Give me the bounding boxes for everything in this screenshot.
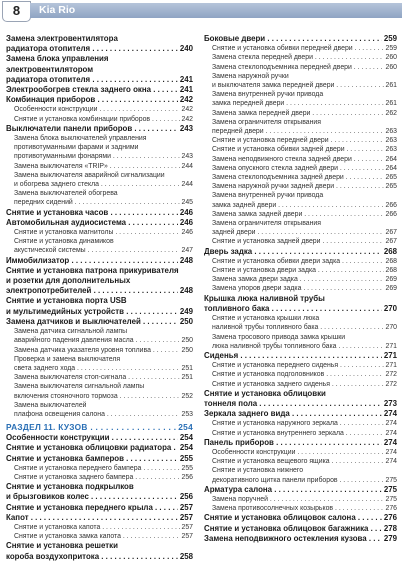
toc-subentry [204,275,397,284]
entry-text: электропотребителей . . . [6,286,193,296]
toc-subentry [204,164,397,173]
entry-text: Снятие и установка переднего крыла . . . [6,503,193,513]
entry-text: Снятие и установка подголовников . . . [212,370,397,379]
toc-entry [6,266,193,297]
entry-text: акустической системы . . . [14,246,193,255]
entry-text: Особенности конструкции . . . [212,448,397,457]
entry-text: и выключателя замка передней двери . . . [212,81,397,90]
page-ref: 273 [383,398,397,408]
page-ref: 256 [179,492,193,502]
entry-text: противотуманными фарами и задними [14,144,139,152]
entry-text: Замена датчика сигнальной лампы [14,328,128,336]
toc-subentry [204,90,397,108]
entry-text: Зеркала заднего вида . . . [204,409,397,419]
toc-subentry [204,182,397,191]
entry-text: Снятие и установка комбинации приборов . . . [14,115,193,124]
entry-text: Снятие и установка вещевого ящика . . . [212,457,397,466]
toc-subentry [204,191,397,209]
entry-text: Замена стекла передней двери . . . [212,53,397,62]
entry-text: Снятие и установка переднего бампера . . . [14,464,193,473]
entry-text: Замена выключателя стоп-сигнала . . . [14,373,193,382]
entry-text: передних сидений . . . [14,198,193,207]
entry-text: Замена тросового привода замка крышки [212,333,346,341]
page-ref: 260 [385,63,397,71]
toc-subentry [6,327,193,345]
page-ref: 242 [181,115,193,123]
page-ref: 254 [179,443,193,453]
entry-text: электровентилятором [6,64,94,74]
entry-text: Снятие и установка обивки передней двери . . . [212,44,397,53]
toc-subentry [204,257,397,266]
entry-text: и обогрева заднего стекла . . . [14,180,193,189]
entry-text: топливного бака . . . [204,304,397,314]
page-ref: 264 [385,155,397,163]
entry-text: Замена стеклоподъемника задней двери . . . [212,173,397,182]
entry-text: Замена выключателей [14,401,87,409]
page-ref: 246 [181,229,193,237]
toc-entry [6,95,193,105]
page-ref: 241 [179,85,193,95]
page-ref: 250 [179,316,193,326]
entry-text: Снятие и установка облицовок багажника . . . [204,524,397,534]
toc-subentry [204,419,397,428]
page-ref: 268 [385,257,397,265]
page-ref: 265 [385,174,397,182]
toc-subentry [6,373,193,382]
toc-subentry [6,464,193,473]
toc-subentry [204,237,397,246]
toc-entry [6,541,193,561]
page-ref: 274 [385,448,397,456]
entry-text: люка наливной трубы топливного бака . . . [212,342,397,351]
toc-subentry [204,466,397,484]
entry-text: тоннеля пола . . . [204,399,397,409]
toc-entry [6,443,193,453]
toc-entry [204,247,397,257]
toc-subentry [204,109,397,118]
page-ref: 254 [178,422,193,433]
toc-subentry [6,401,193,419]
page-ref: 274 [383,409,397,419]
toc-subentry [204,448,397,457]
entry-text: Арматура салона . . . [204,485,397,495]
entry-text: Капот . . . [6,513,193,523]
toc-subentry [204,495,397,504]
toc-left-column [6,34,193,562]
page-ref: 263 [385,146,397,154]
toc-subentry [6,532,193,541]
entry-text: РАЗДЕЛ 11. КУЗОВ . . . [6,421,193,433]
page-ref: 267 [385,238,397,246]
page-ref: 266 [385,210,397,218]
entry-text: Сиденья . . . [204,351,397,361]
entry-text: Снятие и установка облицовок салона . . . [204,513,397,523]
toc-entry [6,296,193,316]
toc-subentry [204,145,397,154]
page-ref: 272 [385,371,397,379]
entry-text: Снятие и установка заднего бампера . . . [14,473,193,482]
page-ref: 274 [385,458,397,466]
entry-text: Снятие и установка динамиков [14,238,114,246]
entry-text: Замена противосолнечных козырьков . . . [212,504,397,513]
toc-subentry [204,333,397,351]
toc-entry [6,54,193,85]
page-ref: 246 [179,217,193,227]
entry-text: и мультимедийных устройств . . . [6,307,193,317]
entry-text: передней двери . . . [212,127,397,136]
page-ref: 267 [385,229,397,237]
entry-text: Крышка люка наливной трубы [204,293,325,303]
toc-subentry [204,136,397,145]
page-ref: 274 [385,429,397,437]
entry-text: радиатора отопителя . . . [6,44,193,54]
page-ref: 271 [385,342,397,350]
entry-text: задней двери . . . [212,228,397,237]
entry-text: Снятие и установка наружного зеркала . . . [212,419,397,428]
entry-text: Снятие и установка решетки [6,541,118,551]
page-ref: 240 [179,44,193,54]
toc-entry [204,534,397,544]
entry-text: наливной трубы топливного бака . . . [212,323,397,332]
page-ref: 245 [181,199,193,207]
page-ref: 249 [179,306,193,316]
entry-text: Комбинация приборов . . . [6,95,193,105]
page-ref: 275 [383,484,397,494]
entry-text: Замена выключателя «TRIP» . . . [14,162,193,171]
toc-entry [6,482,193,502]
page-ref: 257 [179,502,193,512]
entry-text: короба воздухопритока . . . [6,552,193,562]
toc-subentry [204,53,397,62]
entry-text: Снятие и установка передней двери . . . [212,136,397,145]
entry-text: плафона освещения салона . . . [14,410,193,419]
page-ref: 269 [385,285,397,293]
toc-subentry [204,361,397,370]
toc-subentry [204,72,397,90]
page-ref: 242 [181,106,193,114]
toc-subentry [204,63,397,72]
toc-subentry [204,219,397,237]
page-ref: 251 [181,364,193,372]
toc-subentry [6,105,193,114]
entry-text: Замена выключателя сигнальной лампы [14,383,145,391]
page-ref: 271 [383,350,397,360]
entry-text: Снятие и установка обивки задней двери . . . [212,145,397,154]
page-ref: 263 [385,128,397,136]
page-ref: 274 [383,437,397,447]
entry-text: Выключатели панели приборов . . . [6,124,193,134]
page-ref: 274 [385,420,397,428]
entry-text: Снятие и установка бамперов . . . [6,454,193,464]
toc-subentry [6,162,193,171]
entry-text: Снятие и установка часов . . . [6,208,193,218]
toc-entry [204,351,397,361]
section-heading [6,421,193,433]
toc-subentry [6,134,193,162]
entry-text: Замена выключателей обогрева [14,190,118,198]
entry-text: Замена ограничителя открывания [212,118,322,126]
entry-text: Замена внутренней ручки привода [212,192,324,200]
page-number: 8 [2,1,31,22]
toc-entry [6,317,193,327]
entry-text: Замена датчиков и выключателей . . . [6,317,193,327]
toc-subentry [6,346,193,355]
entry-text: Снятие и установка задней двери . . . [212,237,397,246]
toc-subentry [6,189,193,207]
toc-entry [6,454,193,464]
entry-text: Снятие и установка патрона прикуривателя [6,265,179,275]
page-ref: 268 [385,267,397,275]
entry-text: Снятие и установка нижнего [212,467,304,475]
entry-text: декоративного щитка панели приборов . . . [212,476,397,485]
entry-text: радиатора отопителя . . . [6,75,193,85]
entry-text: Дверь задка . . . [204,247,397,257]
page-ref: 247 [181,247,193,255]
page-ref: 272 [385,380,397,388]
page-ref: 258 [179,551,193,561]
page-ref: 259 [385,45,397,53]
toc-entry [6,34,193,54]
page-ref: 252 [181,392,193,400]
entry-text: Замена неподвижного стекла задней двери . . . [212,155,397,164]
toc-subentry [204,118,397,136]
page-ref: 242 [179,95,193,105]
toc-subentry [204,370,397,379]
toc-subentry [6,115,193,124]
page-ref: 271 [385,362,397,370]
toc-subentry [6,171,193,189]
entry-text: Замена электровентилятора [6,34,118,43]
page-ref: 255 [179,453,193,463]
entry-text: Замена замка задней двери . . . [212,210,397,219]
page-ref: 261 [385,82,397,90]
toc-entry [6,513,193,523]
toc-entry [6,433,193,443]
toc-subentry [204,504,397,513]
entry-text: и розетки для дополнительных [6,276,131,286]
toc-subentry [204,44,397,53]
toc-subentry [204,429,397,438]
entry-text: Иммобилизатор . . . [6,256,193,266]
page-ref: 246 [179,207,193,217]
toc-subentry [6,382,193,400]
toc-entry [204,513,397,523]
toc-subentry [204,457,397,466]
toc-entry [6,503,193,513]
toc-subentry [6,355,193,373]
toc-subentry [6,473,193,482]
toc-entry [204,524,397,534]
entry-text: Снятие и установка внутреннего зеркала . . . [212,429,397,438]
toc-right-column [204,34,397,544]
entry-text: Снятие и установка облицовки радиатора . . . [6,443,193,453]
toc-subentry [204,210,397,219]
page-ref: 268 [383,246,397,256]
entry-text: Особенности конструкции . . . [6,433,193,443]
page-ref: 251 [181,374,193,382]
toc-subentry [204,173,397,182]
page-ref: 244 [181,181,193,189]
entry-text: Снятие и установка переднего сиденья . . . [212,361,397,370]
page-ref: 279 [383,533,397,543]
entry-text: Снятие и установка обивки двери задка . . . [212,257,397,266]
entry-text: аварийного падения давления масла . . . [14,336,193,345]
entry-text: и брызговиков колес . . . [6,492,193,502]
entry-text: Проверка и замена выключателя [14,355,121,363]
toc-entry [204,34,397,44]
toc-entry [204,389,397,409]
page-ref: 244 [181,162,193,170]
entry-text: Замена ограничителя открывания [212,220,322,228]
page-ref: 248 [179,286,193,296]
entry-text: Снятие и установка заднего сиденья . . . [212,380,397,389]
page-ref: 257 [181,523,193,531]
page-ref: 270 [385,324,397,332]
entry-text: Замена замка двери задка . . . [212,275,397,284]
entry-text: Электрообогрев стекла заднего окна . . . [6,85,193,95]
page-ref: 264 [385,164,397,172]
page-ref: 260 [385,54,397,62]
page-ref: 276 [385,505,397,513]
toc-subentry [204,314,397,332]
entry-text: Замена наружной ручки [212,72,289,80]
toc-entry [204,438,397,448]
page-ref: 243 [181,153,193,161]
toc-subentry [204,155,397,164]
entry-text: Замена замка передней двери . . . [212,109,397,118]
entry-text: Панель приборов . . . [204,438,397,448]
page-ref: 248 [179,255,193,265]
page-ref: 270 [383,303,397,313]
page-ref: 243 [179,123,193,133]
entry-text: Замена неподвижного остекления кузова . . . [204,534,397,544]
page-ref: 241 [179,74,193,84]
entry-text: Снятие и установка капота . . . [14,523,193,532]
page-ref: 257 [179,512,193,522]
toc-entry [6,208,193,218]
toc-entry [6,218,193,228]
toc-subentry [6,523,193,532]
entry-text: Замена блока выключателей управления [14,135,147,143]
page-ref: 253 [181,410,193,418]
entry-text: Замена опускного стекла задней двери . . . [212,164,397,173]
page-ref: 250 [181,337,193,345]
entry-text: Снятие и установка двери задка . . . [212,266,397,275]
page-ref: 263 [385,137,397,145]
entry-text: Замена стеклоподъемника передней двери . . . [212,63,397,72]
toc-entry [6,124,193,134]
page-ref: 257 [181,533,193,541]
toc-entry [6,256,193,266]
entry-text: Замена датчика указателя уровня топлива . . . [14,346,193,355]
entry-text: Снятие и установка облицовки [204,388,326,398]
toc-subentry [204,284,397,293]
page-ref: 256 [181,473,193,481]
entry-text: Замена наружной ручки задней двери . . . [212,182,397,191]
page-ref: 259 [383,34,397,43]
entry-text: Замена выключателя аварийной сигнализации [14,171,165,179]
entry-text: Автомобильная аудиосистема . . . [6,218,193,228]
page-ref: 266 [385,201,397,209]
header-bar [30,3,402,18]
entry-text: противотуманными фонарями . . . [14,152,193,161]
entry-text: включения стояночного тормоза . . . [14,392,193,401]
entry-text: Снятие и установка замка капота . . . [14,532,193,541]
toc-subentry [204,266,397,275]
page-ref: 269 [385,276,397,284]
page-ref: 250 [181,346,193,354]
entry-text: Замена внутренней ручки привода [212,91,324,99]
page-ref: 278 [383,523,397,533]
toc-entry [204,409,397,419]
toc-subentry [6,228,193,237]
toc-entry [6,85,193,95]
page-ref: 275 [385,476,397,484]
toc-entry [204,294,397,314]
book-title: Kia Rio [39,4,76,16]
entry-text: Особенности конструкции . . . [14,105,193,114]
entry-text: замка задней двери . . . [212,201,397,210]
page-ref: 276 [383,513,397,523]
page-ref: 255 [181,464,193,472]
entry-text: Замена блока управления [6,54,109,64]
entry-text: Боковые двери . . . [204,34,397,44]
page-ref: 265 [385,183,397,191]
entry-text: замка передней двери . . . [212,99,397,108]
entry-text: Замена поручней . . . [212,495,397,504]
page-ref: 261 [385,100,397,108]
entry-text: Снятие и установка крышки люка [212,315,320,323]
page-ref: 262 [385,109,397,117]
page-header [0,0,402,22]
entry-text: Снятие и установка подкрылков [6,482,134,492]
toc-subentry [6,237,193,255]
entry-text: Снятие и установка порта USB [6,296,127,306]
toc-entry [204,485,397,495]
toc-subentry [204,380,397,389]
page-ref: 254 [179,433,193,443]
entry-text: Замена упоров двери задка . . . [212,284,397,293]
entry-text: Снятие и установка магнитолы . . . [14,228,193,237]
page-ref: 275 [385,495,397,503]
entry-text: света заднего хода . . . [14,364,193,373]
